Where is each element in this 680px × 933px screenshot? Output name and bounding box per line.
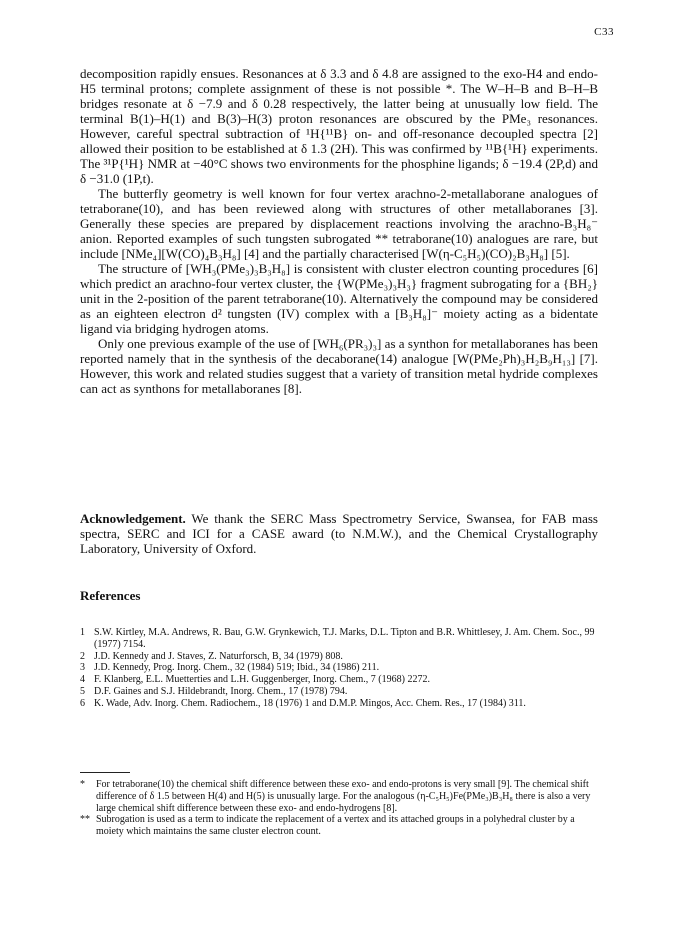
footnote-item: [80, 779, 598, 814]
footnote-mark: **: [80, 814, 90, 826]
page-number: C33: [594, 26, 614, 38]
footnote-mark: *: [80, 779, 85, 790]
reference-number: 6: [80, 697, 85, 709]
reference-number: 3: [80, 662, 85, 674]
reference-text: K. Wade, Adv. Inorg. Chem. Radiochem., 18 (1976) 1 and D.M.P. Mingos, Acc. Chem. Res., 17 (1984) 311.: [94, 697, 526, 709]
reference-item: [80, 651, 598, 663]
references-heading: References: [80, 588, 141, 603]
acknowledgement-heading: Acknowledgement.: [80, 511, 186, 526]
reference-item: [80, 674, 598, 686]
reference-text: J.D. Kennedy and J. Staves, Z. Naturforsch, B, 34 (1979) 808.: [94, 650, 343, 662]
reference-number: 1: [80, 627, 85, 638]
reference-text: D.F. Gaines and S.J. Hildebrandt, Inorg. Chem., 17 (1978) 794.: [94, 685, 348, 697]
reference-text: F. Klanberg, E.L. Muetterties and L.H. Guggenberger, Inorg. Chem., 7 (1968) 2272.: [94, 674, 430, 686]
body-text: [80, 66, 598, 396]
reference-item: [80, 686, 598, 698]
reference-item: [80, 662, 598, 674]
reference-number: 2: [80, 650, 85, 662]
reference-text: J.D. Kennedy, Prog. Inorg. Chem., 32 (1984) 519; Ibid., 34 (1986) 211.: [94, 662, 380, 674]
footnote-text: For tetraborane(10) the chemical shift difference between these exo- and endo-protons is very small [9]. The chemical shift difference of δ 1.5 between H(4) and H(5) is unusually large. For the analogous (η-C₅H₅)Fe(PMe₃)B₃H₈ there is also a very large chemical shift difference between these exo- and endo-hydrogens [8].: [96, 779, 591, 814]
paragraph-4: Only one previous example of the use of [WH₆(PR₃)₃] as a synthon for metallaboranes has been reported namely that in the synthesis of the decaborane(14) analogue [W(PMe₂Ph)₃H₂B₉H₁₃] [7]. However, this work and related studies suggest that a variety of transition metal hydride complexes can act as synthons for metallaboranes [8].: [80, 336, 598, 396]
acknowledgement-text: We thank the SERC Mass Spectrometry Service, Swansea, for FAB mass spectra, SERC and ICI for a CASE award (to N.M.W.), and the Chemical Crystallography Laboratory, University of Oxford.: [80, 511, 598, 556]
reference-item: [80, 698, 598, 710]
footnote-item: [80, 814, 598, 838]
reference-text: S.W. Kirtley, M.A. Andrews, R. Bau, G.W. Grynkewich, T.J. Marks, D.L. Tipton and B.R. Whittlesey, J. Am. Chem. Soc., 99 (1977) 7154.: [94, 627, 595, 650]
reference-item: [80, 627, 598, 651]
acknowledgement: [80, 511, 598, 556]
paragraph-1: decomposition rapidly ensues. Resonances at δ 3.3 and δ 4.8 are assigned to the exo-H4 and endo-H5 terminal protons; complete assignment of these is not possible *. The W–H–B and B–H–B bridges resonate at δ −7.9 and δ 0.28 respectively, the latter being at unusually low field. The terminal B(1)–H(1) and B(3)–H(3) proton resonances are obscured by the PMe₃ resonances. However, careful spectral subtraction of ¹H{¹¹B} on- and off-resonance decoupled spectra [2] allowed their position to be established at δ 1.3 (2H). This was confirmed by ¹¹B{¹H} experiments. The ³¹P{¹H} NMR at −40°C shows two environments for the phosphine ligands; δ −19.4 (2P,d) and δ −31.0 (1P,t).: [80, 66, 598, 186]
reference-number: 5: [80, 685, 85, 697]
footnote-divider: [80, 772, 130, 773]
reference-number: 4: [80, 674, 85, 686]
footnote-text: Subrogation is used as a term to indicate the replacement of a vertex and its attached groups in a polyhedral cluster by a moiety which maintains the same cluster electron count.: [96, 814, 575, 838]
footnote-list: [80, 779, 598, 838]
reference-list: [80, 627, 598, 710]
paragraph-2: The butterfly geometry is well known for four vertex arachno-2-metallaborane analogues of tetraborane(10), and has been reviewed along with structures of other metallaboranes [3]. Generally these species are prepared by displacement reactions involving the arachno-B₃H₈⁻ anion. Reported examples of such tungsten subrogated ** tetraborane(10) analogues are rare, but include [NMe₄][W(CO)₄B₃H₈] [4] and the partially characterised [W(η-C₅H₅)(CO)₂B₃H₈] [5].: [80, 186, 598, 261]
paragraph-3: The structure of [WH₃(PMe₃)₃B₃H₈] is consistent with cluster electron counting procedures [6] which predict an arachno-four vertex cluster, the {W(PMe₃)₃H₃} fragment subrogating for a {BH₂} unit in the 2-position of the parent tetraborane(10). Alternatively the compound may be considered as an eighteen electron d² tungsten (IV) complex with a [B₃H₈]⁻ moiety acting as a bidentate ligand via bridging hydrogen atoms.: [80, 261, 598, 336]
